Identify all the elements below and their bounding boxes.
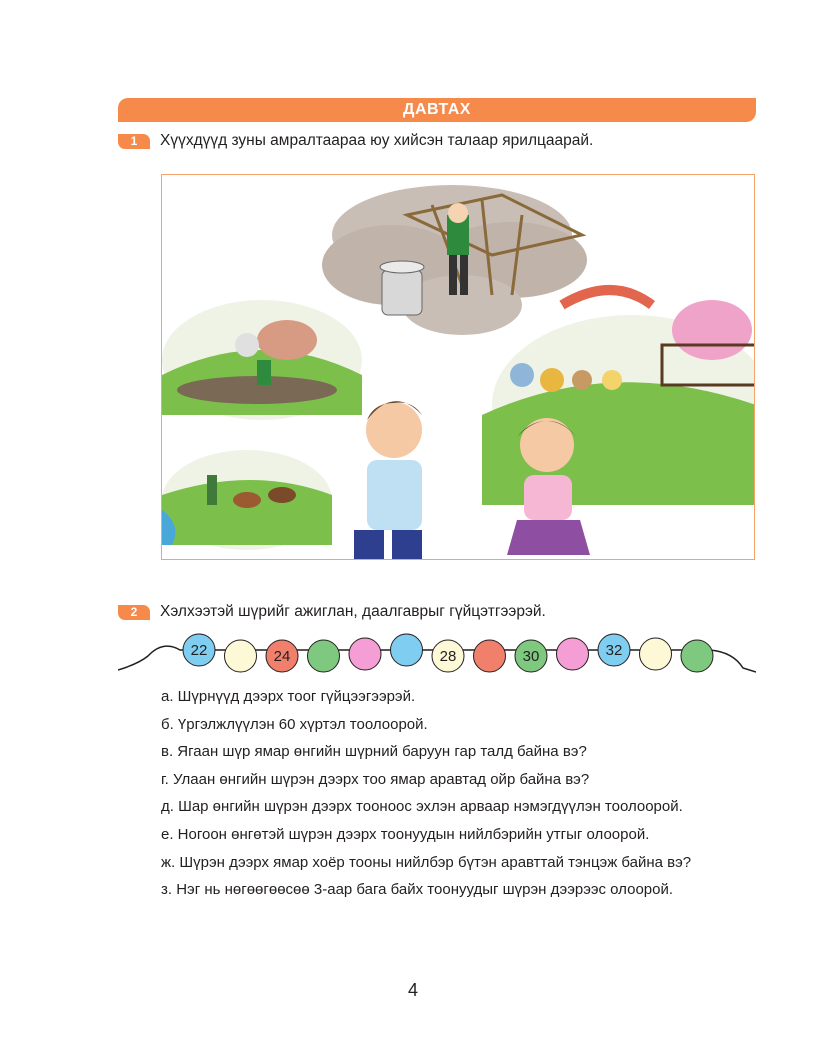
bead-label: 28 [439, 648, 457, 665]
task-2 [118, 603, 546, 621]
cow-scene [162, 300, 362, 420]
summer-activities-illustration [161, 174, 755, 560]
section-title: ДАВТАХ [403, 101, 471, 118]
task-1 [118, 132, 593, 150]
boy-character [354, 401, 422, 560]
question-item: з. Нэг нь нөгөөгөөсөө 3-аар бага байх тоонуудыг шүрэн дээрээс олоорой. [161, 881, 674, 899]
task-1-number: 1 [118, 134, 150, 149]
page-number: 4 [407, 980, 418, 1000]
question-item: г. Улаан өнгийн шүрэн дээрх тоо ямар аравтад ойр байна вэ? [161, 770, 590, 788]
bead-label: 24 [273, 648, 291, 665]
bead [557, 638, 589, 670]
task-2-text: Хэлхээтэй шүрийг ажиглан, даалгаврыг гүйцэтгээрэй. [160, 603, 546, 620]
question-item: а. Шүрнүүд дээрх тоог гүйцээгээрэй. [161, 688, 416, 705]
bead [225, 640, 257, 672]
bead-group [183, 634, 713, 672]
bead [349, 638, 381, 670]
bead [681, 640, 713, 672]
question-list [161, 683, 691, 904]
zoo-scene [482, 290, 755, 505]
illustration-drawing [162, 175, 755, 560]
bead-label: 30 [522, 648, 540, 665]
milking-scene [322, 185, 587, 335]
bead-label: 22 [190, 642, 208, 659]
question-item: ж. Шүрэн дээрх ямар хоёр тооны нийлбэр бүтэн аравттай тэнцэж байна вэ? [161, 853, 692, 871]
section-header [118, 98, 756, 122]
question-item: е. Ногоон өнгөтэй шүрэн дээрх тоонуудын нийлбэрийн утгыг олоорой. [161, 825, 650, 843]
task-1-text: Хүүхдүүд зуны амралтаараа юу хийсэн талаар ярилцаарай. [160, 132, 594, 149]
herding-scene [162, 450, 332, 550]
question-item: б. Үргэлжлүүлэн 60 хүртэл тоолоорой. [161, 715, 428, 733]
bead-string [118, 628, 756, 688]
task-2-number: 2 [118, 605, 150, 620]
question-item: д. Шар өнгийн шүрэн дээрх тооноос эхлэн арваар нэмэгдүүлэн тоолоорой. [161, 798, 683, 816]
question-item: в. Ягаан шүр ямар өнгийн шүрний баруун гар талд байна вэ? [161, 743, 587, 761]
bead [391, 634, 423, 666]
bead [308, 640, 340, 672]
bead [640, 638, 672, 670]
bead-label: 32 [605, 642, 623, 659]
bead [474, 640, 506, 672]
